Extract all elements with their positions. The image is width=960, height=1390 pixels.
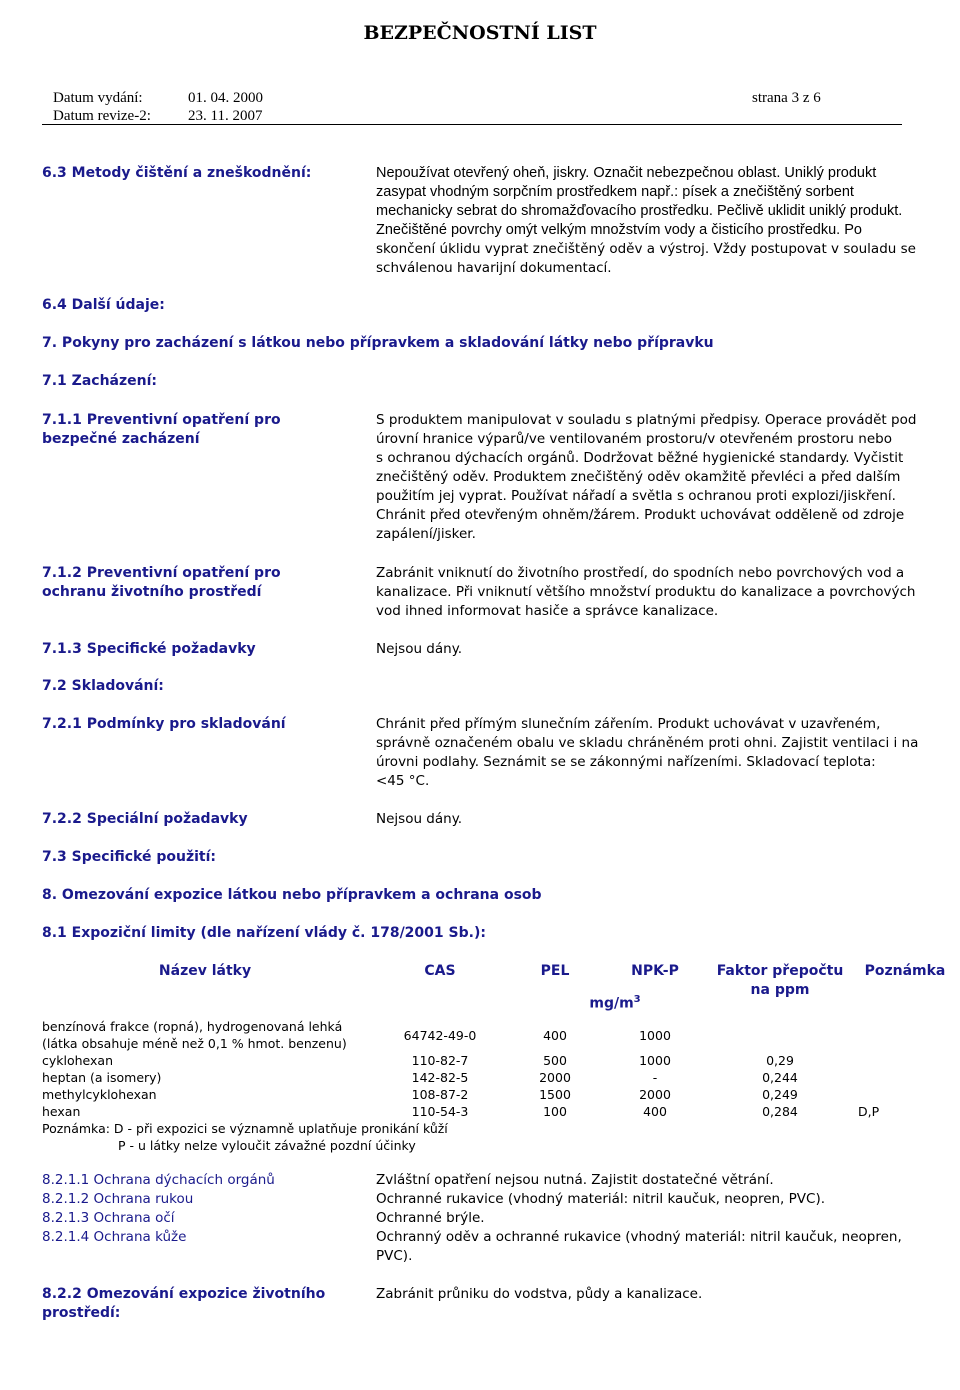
table-note: P - u látky nelze vyloučit závažné pozdní účinky (118, 1138, 416, 1153)
section-6-3-line: Znečištěné povrchy omýt velkým množstvím vody a čisticího prostředku. Po (376, 222, 862, 238)
section-7-1-1-label: bezpečné zacházení (42, 431, 200, 447)
section-8-1-label: 8.1 Expoziční limity (dle nařízení vlády č. 178/2001 Sb.): (42, 925, 486, 941)
section-6-3-label: 6.3 Metody čištění a zneškodnění: (42, 165, 312, 181)
table-cell-cas: 108-87-2 (411, 1087, 469, 1102)
section-8-2-1-4-text: PVC). (376, 1248, 413, 1264)
section-7-1-label: 7.1 Zacházení: (42, 373, 157, 389)
table-cell-npk: 2000 (639, 1087, 671, 1102)
table-cell-factor: 0,29 (766, 1053, 794, 1068)
col-header-npk: NPK-P (631, 963, 679, 979)
col-header-note: Poznámka (864, 963, 946, 979)
section-7-1-2-label: 7.1.2 Preventivní opatření pro (42, 565, 281, 581)
revision-date-label: Datum revize-2: (53, 108, 151, 124)
section-8-2-1-3-label: 8.2.1.3 Ochrana očí (42, 1210, 175, 1226)
header-divider (42, 124, 902, 125)
col-header-name: Název látky (158, 963, 252, 979)
section-7-1-2-line: vod ihned informovat hasiče a správce kanalizace. (376, 603, 719, 619)
section-6-4-label: 6.4 Další údaje: (42, 297, 165, 313)
unit-header: $mg/m^3$ (589, 994, 641, 1012)
section-8-2-2-label: prostředí: (42, 1305, 121, 1321)
section-7-2-2-text: Nejsou dány. (376, 811, 463, 827)
table-cell-cas: 142-82-5 (411, 1070, 469, 1085)
section-8-2-1-4-text: Ochranný oděv a ochranné rukavice (vhodný materiál: nitril kaučuk, neopren, (376, 1229, 902, 1245)
table-note: Poznámka: D - při expozici se významně uplatňuje pronikání kůží (42, 1121, 448, 1136)
table-cell-factor: 0,244 (762, 1070, 798, 1085)
table-cell-name: cyklohexan (42, 1053, 114, 1068)
col-header-cas: CAS (424, 963, 456, 979)
section-8-heading: 8. Omezování expozice látkou nebo přípravkem a ochrana osob (42, 887, 542, 903)
table-cell-pel: 2000 (539, 1070, 571, 1085)
section-8-2-1-4-label: 8.2.1.4 Ochrana kůže (42, 1229, 187, 1245)
table-cell-name: (látka obsahuje méně než 0,1 % hmot. benzenu) (42, 1036, 347, 1051)
table-cell-pel: 100 (543, 1104, 567, 1119)
section-7-1-1-line: použitím jej vyprat. Používat nářadí a světla s ochranou proti explozi/jiskření. (376, 488, 896, 504)
table-cell-npk: 400 (643, 1104, 667, 1119)
section-7-1-1-line: zapálení/jisker. (376, 526, 476, 542)
section-7-1-1-label: 7.1.1 Preventivní opatření pro (42, 412, 281, 428)
section-8-2-1-2-label: 8.2.1.2 Ochrana rukou (42, 1191, 194, 1207)
table-cell-name: benzínová frakce (ropná), hydrogenovaná lehká (42, 1019, 343, 1034)
section-7-1-2-label: ochranu životního prostředí (42, 584, 262, 600)
table-cell-pel: 400 (543, 1028, 567, 1043)
section-7-2-2-label: 7.2.2 Speciální požadavky (42, 811, 248, 827)
table-cell-npk: 1000 (639, 1053, 671, 1068)
table-cell-pel: 1500 (539, 1087, 571, 1102)
section-6-3-line: zasypat vhodným sorpčním prostředkem např.: písek a znečištěný sorbent (376, 184, 854, 200)
table-cell-name: heptan (a isomery) (42, 1070, 162, 1085)
section-7-3-label: 7.3 Specifické použití: (42, 849, 216, 865)
section-7-2-1-line: <45 °C. (376, 773, 430, 789)
table-cell-factor: 0,284 (762, 1104, 798, 1119)
section-8-2-2-text: Zabránit průniku do vodstva, půdy a kanalizace. (376, 1286, 703, 1302)
revision-date: 23. 11. 2007 (188, 108, 263, 124)
section-7-heading: 7. Pokyny pro zacházení s látkou nebo přípravkem a skladování látky nebo přípravku (42, 335, 714, 351)
section-8-2-1-1-label: 8.2.1.1 Ochrana dýchacích orgánů (42, 1172, 275, 1188)
col-header-factor: Faktor přepočtu (716, 963, 844, 979)
section-7-1-2-line: Zabránit vniknutí do životního prostředí, do spodních nebo povrchových vod a (376, 565, 905, 581)
section-8-2-1-1-text: Zvláštní opatření nejsou nutná. Zajistit dostatečné větrání. (376, 1172, 774, 1188)
section-7-2-1-label: 7.2.1 Podmínky pro skladování (42, 716, 286, 732)
table-cell-cas: 64742-49-0 (403, 1028, 477, 1043)
section-7-2-1-line: úrovni podlahy. Seznámit se se zákonnými nařízeními. Skladovací teplota: (376, 754, 876, 770)
section-6-3-line: skončení úklidu vyprat znečištěný oděv a výstroj. Vždy postupovat v souladu se (376, 241, 916, 257)
section-6-3-line: Nepoužívat otevřený oheň, jiskry. Označit nebezpečnou oblast. Uniklý produkt (376, 165, 877, 181)
section-7-1-1-line: úrovní hranice výparů/ve ventilovaném prostoru/v otevřeném prostoru nebo (376, 431, 892, 447)
col-header-pel: PEL (540, 963, 570, 979)
section-7-1-1-line: S produktem manipulovat v souladu s platnými předpisy. Operace provádět pod (376, 412, 917, 428)
table-cell-name: methylcyklohexan (42, 1087, 157, 1102)
table-cell-cas: 110-82-7 (411, 1053, 469, 1068)
section-7-1-3-label: 7.1.3 Specifické požadavky (42, 641, 256, 657)
table-cell-cas: 110-54-3 (411, 1104, 469, 1119)
section-7-1-3-text: Nejsou dány. (376, 641, 463, 657)
page-info: strana 3 z 6 (752, 90, 821, 106)
section-6-3-line: schválenou havarijní dokumentací. (376, 260, 612, 276)
issue-date-label: Datum vydání: (53, 90, 143, 106)
table-cell-factor: 0,249 (762, 1087, 798, 1102)
issue-date: 01. 04. 2000 (188, 90, 263, 106)
section-7-2-1-line: Chránit před přímým slunečním zářením. Produkt uchovávat v uzavřeném, (376, 716, 881, 732)
table-cell-name: hexan (42, 1104, 81, 1119)
section-7-2-1-line: správně označeném obalu ve skladu chráněném proti ohni. Zajistit ventilaci i na (376, 735, 919, 751)
document-title: BEZPEČNOSTNÍ LIST (363, 22, 597, 44)
col-header-factor: na ppm (750, 982, 810, 998)
section-7-1-1-line: znečištěný oděv. Produktem znečištěný oděv okamžitě převléci a před dalším (376, 469, 901, 485)
section-7-1-1-line: s ochranou dýchacích orgánů. Dodržovat běžné hygienické standardy. Vyčistit (376, 450, 904, 466)
table-cell-npk: - (652, 1070, 658, 1085)
section-8-2-2-label: 8.2.2 Omezování expozice životního (42, 1286, 326, 1302)
table-cell-pel: 500 (543, 1053, 567, 1068)
table-cell-note: D,P (858, 1104, 880, 1119)
section-8-2-1-3-text: Ochranné brýle. (376, 1210, 485, 1226)
section-7-2-label: 7.2 Skladování: (42, 678, 164, 694)
section-8-2-1-2-text: Ochranné rukavice (vhodný materiál: nitril kaučuk, neopren, PVC). (376, 1191, 826, 1207)
table-cell-npk: 1000 (639, 1028, 671, 1043)
section-6-3-line: mechanicky sebrat do shromažďovacího prostředku. Pečlivě uklidit uniklý produkt. (376, 203, 903, 219)
section-7-1-1-line: Chránit před otevřeným ohněm/žárem. Produkt uchovávat odděleně od zdroje (376, 507, 905, 523)
section-7-1-2-line: kanalizace. Při vniknutí většího množství produktu do kanalizace a povrchových (376, 584, 916, 600)
